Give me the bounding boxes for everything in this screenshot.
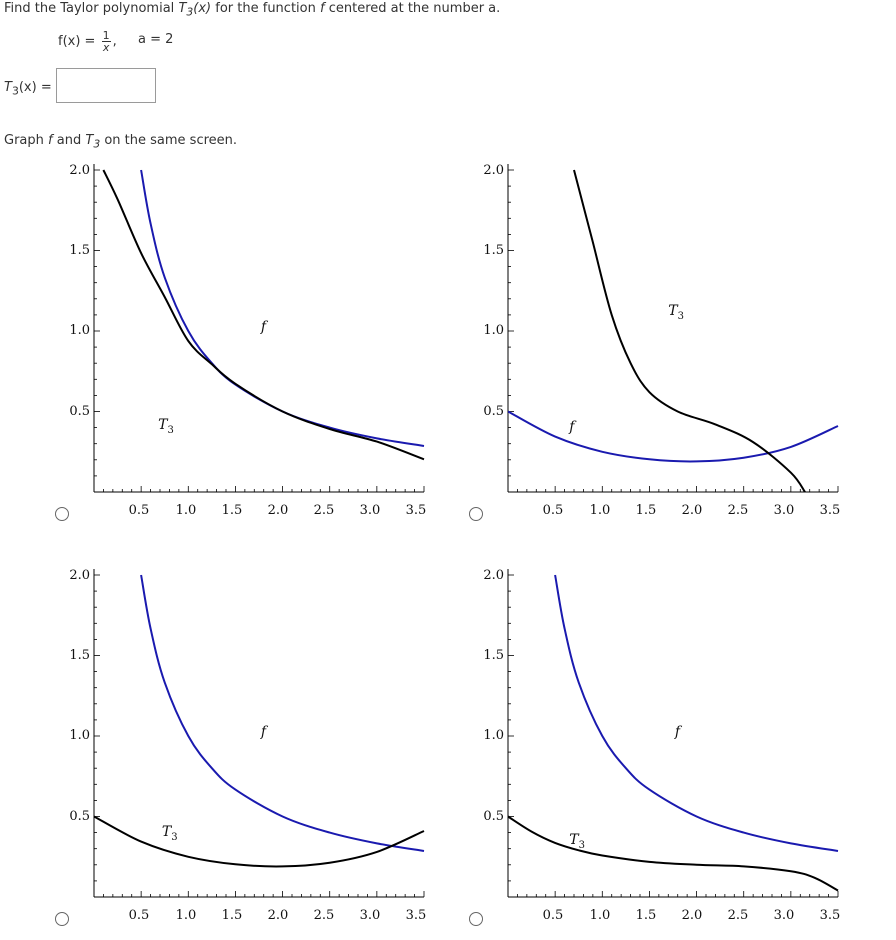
y-tick-label: 2.0 [483, 568, 504, 583]
y-tick-label: 0.5 [483, 404, 504, 419]
x-tick-label: 1.0 [589, 908, 611, 923]
y-tick-label: 1.0 [69, 728, 90, 743]
option-3-graph[interactable] [69, 568, 426, 923]
f-curve [555, 575, 838, 851]
graph-prompt-f: f [48, 133, 53, 148]
x-tick-label: 1.5 [221, 908, 243, 923]
x-tick-label: 3.0 [359, 908, 381, 923]
t3-curve [574, 170, 805, 492]
x-tick-label: 1.5 [635, 908, 657, 923]
x-tick-label: 1.0 [589, 503, 611, 518]
question-t3-sub: 3 [186, 5, 194, 19]
x-tick-label: 2.5 [727, 503, 749, 518]
f-curve [141, 170, 424, 446]
x-tick-label: 0.5 [542, 908, 564, 923]
graph-prompt-prefix: Graph [4, 133, 44, 148]
question-middle: for the function [215, 1, 316, 16]
question-t3-arg: (x) [193, 1, 212, 16]
graph-prompt-t3: T [85, 133, 94, 148]
f-curve [508, 412, 838, 462]
x-tick-label: 0.5 [128, 908, 150, 923]
y-tick-label: 0.5 [69, 809, 90, 824]
x-tick-label: 2.0 [681, 503, 703, 518]
y-tick-label: 1.0 [483, 323, 504, 338]
answer-label-rest: (x) = [18, 80, 52, 95]
graph-prompt-t3-sub: 3 [93, 137, 101, 151]
x-tick-label: 2.0 [681, 908, 703, 923]
graph-prompt-suffix: on the same screen. [104, 133, 238, 148]
x-tick-label: 3.0 [773, 503, 795, 518]
graph-prompt-and: and [56, 133, 82, 148]
f-label: f [569, 418, 575, 435]
x-tick-label: 2.0 [267, 908, 289, 923]
option-2-graph[interactable] [483, 163, 840, 518]
y-tick-label: 2.0 [483, 163, 504, 178]
y-tick-label: 2.0 [69, 163, 90, 178]
function-lhs: f(x) = [58, 34, 96, 49]
y-tick-label: 2.0 [69, 568, 90, 583]
y-tick-label: 1.0 [483, 728, 504, 743]
t3-curve [94, 817, 424, 867]
answer-label-t: T [4, 80, 12, 95]
x-tick-label: 1.5 [635, 503, 657, 518]
x-tick-label: 3.5 [819, 503, 841, 518]
option-1-graph[interactable] [69, 163, 426, 518]
y-tick-label: 1.5 [69, 648, 90, 663]
option-4-graph[interactable] [483, 568, 840, 923]
function-comma: , [112, 34, 117, 49]
x-tick-label: 0.5 [542, 503, 564, 518]
x-tick-label: 3.0 [773, 908, 795, 923]
x-tick-label: 3.5 [405, 908, 427, 923]
x-tick-label: 3.5 [819, 908, 841, 923]
f-label: f [674, 724, 681, 740]
x-tick-label: 2.0 [267, 503, 289, 518]
question-suffix: centered at the number a. [328, 1, 501, 16]
answer-label-sub: 3 [11, 84, 19, 98]
question-t3: T [178, 1, 187, 16]
x-tick-label: 2.5 [727, 908, 749, 923]
center-value: a = 2 [138, 32, 174, 47]
f-label: f [260, 724, 267, 740]
x-tick-label: 1.0 [175, 908, 197, 923]
y-tick-label: 0.5 [483, 809, 504, 824]
x-tick-label: 0.5 [128, 503, 150, 518]
fraction-denominator: x [102, 41, 110, 54]
x-tick-label: 3.5 [405, 503, 427, 518]
x-tick-label: 1.0 [175, 503, 197, 518]
x-tick-label: 1.5 [221, 503, 243, 518]
t3-label: $T_3$ [668, 302, 685, 322]
f-label: f [260, 319, 267, 335]
question-f: f [320, 1, 325, 16]
y-tick-label: 1.5 [483, 648, 504, 663]
x-tick-label: 2.5 [313, 503, 335, 518]
t3-label: $T_3$ [569, 831, 586, 851]
y-tick-label: 1.5 [69, 243, 90, 258]
f-curve [141, 575, 424, 851]
question-prefix: Find the Taylor polynomial [4, 1, 175, 16]
fraction-numerator: 1 [102, 29, 110, 42]
x-tick-label: 2.5 [313, 908, 335, 923]
x-tick-label: 3.0 [359, 503, 381, 518]
t3-curve [103, 170, 424, 459]
y-tick-label: 1.0 [69, 323, 90, 338]
y-tick-label: 0.5 [69, 404, 90, 419]
y-tick-label: 1.5 [483, 243, 504, 258]
t3-label: $T_3$ [158, 417, 174, 437]
t3-label: $T_3$ [161, 823, 178, 843]
t3-curve [508, 817, 838, 891]
